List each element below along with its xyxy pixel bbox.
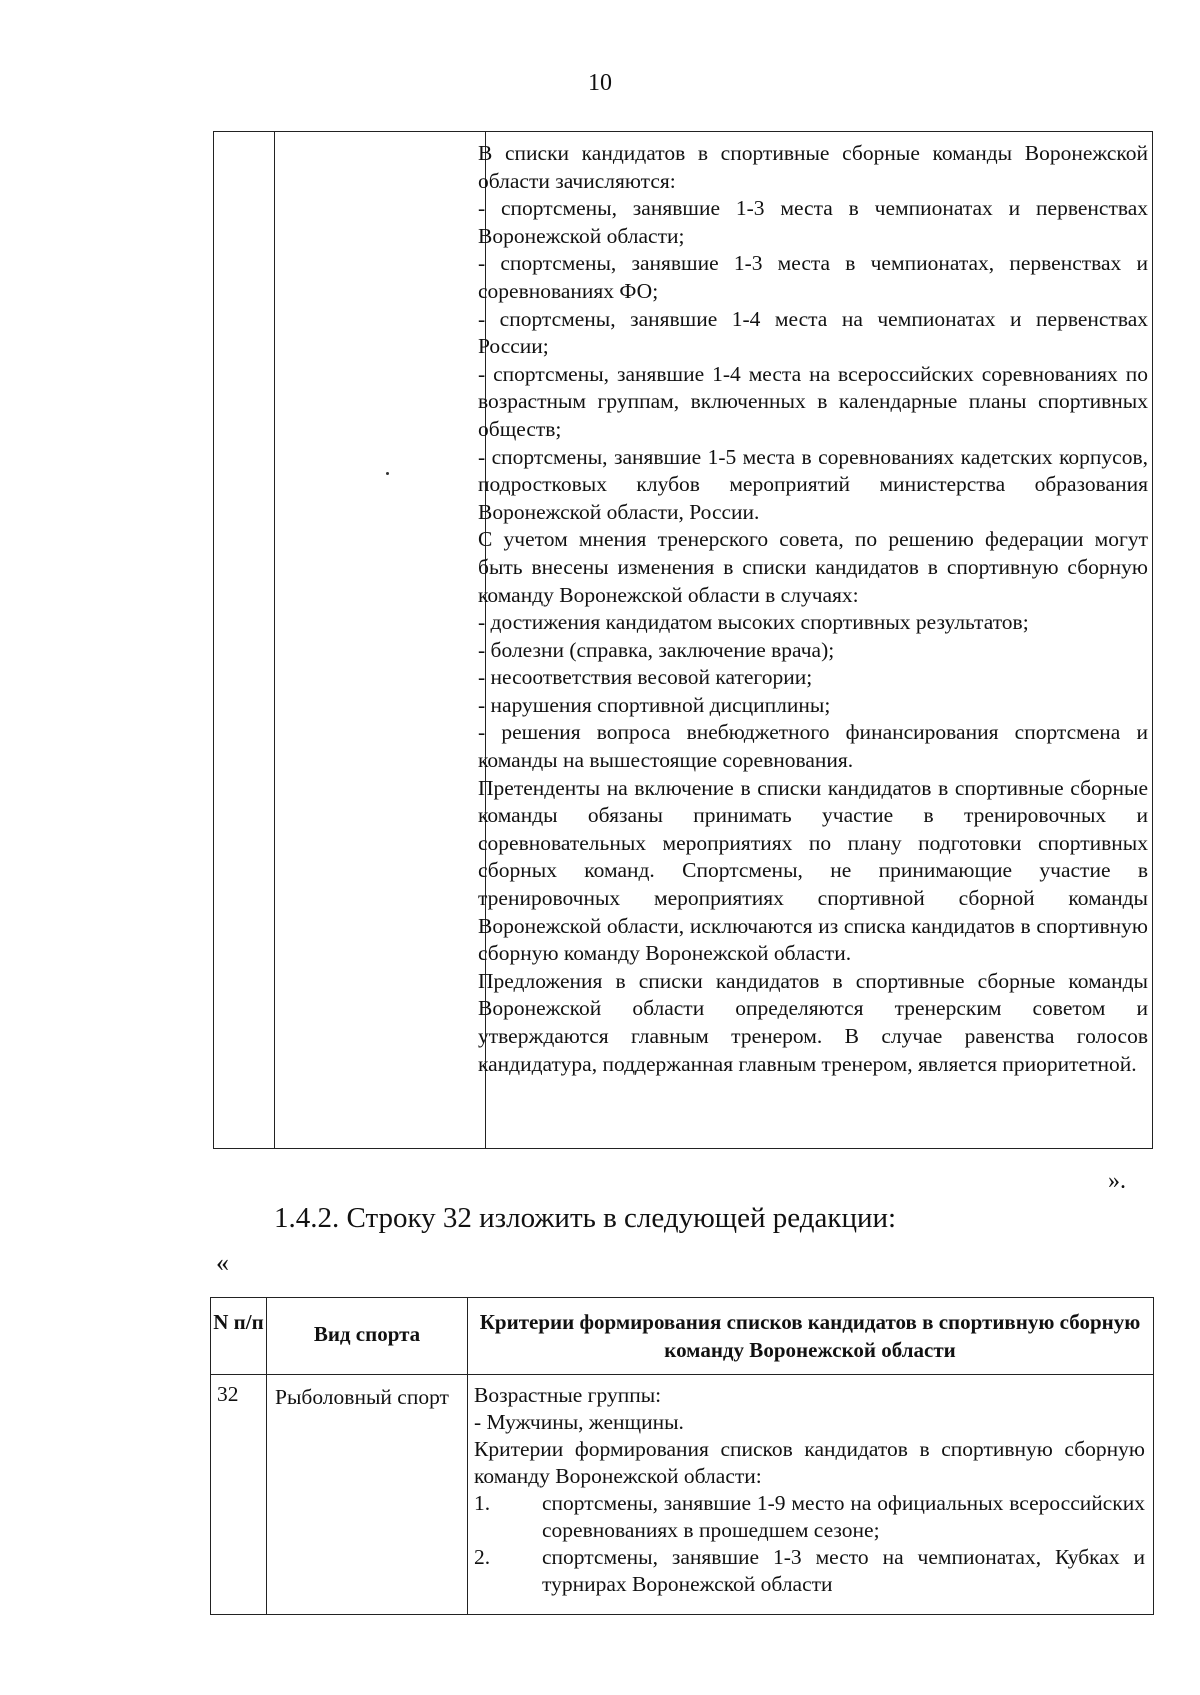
criteria-paragraph: - нарушения спортивной дисциплины; [478,692,831,717]
header-criteria: Критерии формирования списков кандидатов в спортивную сборную команду Воронежской области [479,1310,1141,1362]
header-sport: Вид спорта [313,1322,421,1346]
row-number: 32 [217,1382,239,1406]
closing-quote: ». [1108,1168,1126,1194]
column-divider [467,1298,468,1614]
criteria-table-row-32 [210,1297,1154,1615]
criteria-item [474,1490,1145,1544]
criteria-paragraph: В списки кандидатов в спортивные сборные команды Воронежской области зачисляются: [478,141,1148,193]
criteria-line: Критерии формирования списков кандидатов в спортивную сборную команду Воронежской области: [474,1437,1145,1488]
criteria-paragraph: С учетом мнения тренерского совета, по решению федерации могут быть внесены изменения в списки кандидатов в спортивную сборную команду Воронежской области в случаях: [478,527,1148,607]
header-divider [211,1374,1153,1375]
criteria-paragraph: - несоответствия весовой категории; [478,665,813,690]
row-sport: Рыболовный спорт [275,1385,449,1409]
row-criteria [474,1382,1145,1598]
criteria-item-number: 2. [474,1545,491,1569]
criteria-paragraph: - спортсмены, занявшие 1-4 места на всероссийских соревнованиях по возрастным группам, включенных в календарные планы спортивных обществ; [478,361,1148,441]
criteria-column-cell [478,140,1148,1078]
criteria-item-text: спортсмены, занявшие 1-3 место на чемпионатах, Кубках и турнирах Воронежской области [542,1545,1145,1596]
scan-speck [386,472,389,475]
criteria-table-continuation [213,131,1153,1149]
criteria-paragraph: Претенденты на включение в списки кандидатов в спортивные сборные команды обязаны принимать участие в тренировочных и соревновательных мероприятиях по плану подготовки спортивных сборных команд. Спортсмены, не принимающие участие в тренировочных мероприятиях спортивной сборной команды Воронежской области, исключаются из списка кандидатов в спортивную сборную команду Воронежской области. [478,775,1148,966]
criteria-paragraph: - болезни (справка, заключение врача); [478,637,835,662]
criteria-paragraph: - решения вопроса внебюджетного финансирования спортсмена и команды на вышестоящие соревнования. [478,720,1148,773]
criteria-paragraph: - спортсмены, занявшие 1-4 места на чемпионатах и первенствах России; [478,306,1148,359]
opening-quote: « [216,1248,229,1277]
criteria-item-number: 1. [474,1491,491,1515]
criteria-paragraph: - спортсмены, занявшие 1-3 места в чемпионатах, первенствах и соревнованиях ФО; [478,251,1148,303]
sport-column-cell [275,132,486,1148]
section-heading: 1.4.2. Строку 32 изложить в следующей редакции: [274,1202,897,1234]
number-column-cell [214,132,275,1148]
criteria-item [474,1544,1145,1598]
criteria-line: - Мужчины, женщины. [474,1410,684,1434]
criteria-paragraph: - спортсмены, занявшие 1-3 места в чемпионатах и первенствах Воронежской области; [478,196,1148,248]
criteria-paragraph: Предложения в списки кандидатов в спортивные сборные команды Воронежской области определяются тренерским советом и утверждаются главным тренером. В случае равенства голосов кандидатура, поддержанная главным тренером, является приоритетной. [478,968,1148,1076]
criteria-paragraph: - спортсмены, занявшие 1-5 места в соревнованиях кадетских корпусов, подростковых клубов мероприятий министерства образования Воронежской области, России. [478,444,1148,524]
page-number: 10 [588,70,612,96]
criteria-paragraph: - достижения кандидатом высоких спортивных результатов; [478,610,1029,635]
header-number: N п/п [213,1310,264,1334]
criteria-line: Возрастные группы: [474,1383,662,1407]
criteria-item-text: спортсмены, занявшие 1-9 место на официальных всероссийских соревнованиях в прошедшем сезоне; [542,1491,1145,1542]
